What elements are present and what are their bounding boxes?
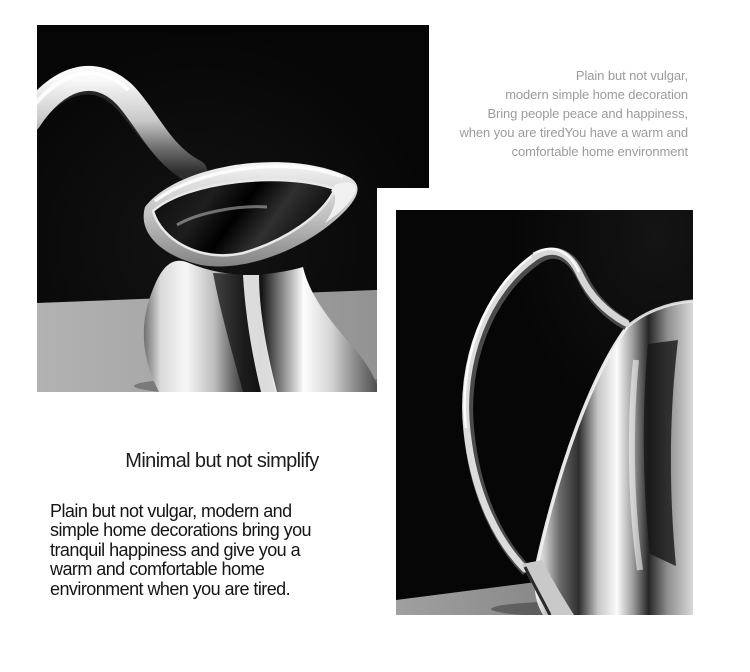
tagline-line: when you are tiredYou have a warm and [459, 125, 688, 140]
intro-line: tranquil happiness and give you a [50, 539, 301, 560]
intro-line: environment when you are tired. [50, 578, 291, 599]
intro-line: Plain but not vulgar, modern and [50, 501, 292, 521]
intro-paragraph [50, 502, 350, 599]
tagline-line: modern simple home decoration [505, 87, 688, 102]
product-photo-detail [396, 210, 693, 615]
tagline-block [448, 66, 688, 161]
tagline-line: comfortable home environment [511, 144, 688, 159]
tagline-line: Bring people peace and happiness, [487, 106, 688, 121]
tagline-line: Plain but not vulgar, [575, 68, 688, 83]
intro-line: warm and comfortable home [50, 559, 265, 580]
intro-heading: Minimal but not simplify [125, 450, 319, 472]
product-photo-main [37, 25, 429, 392]
intro-line: simple home decorations bring you [50, 520, 311, 541]
